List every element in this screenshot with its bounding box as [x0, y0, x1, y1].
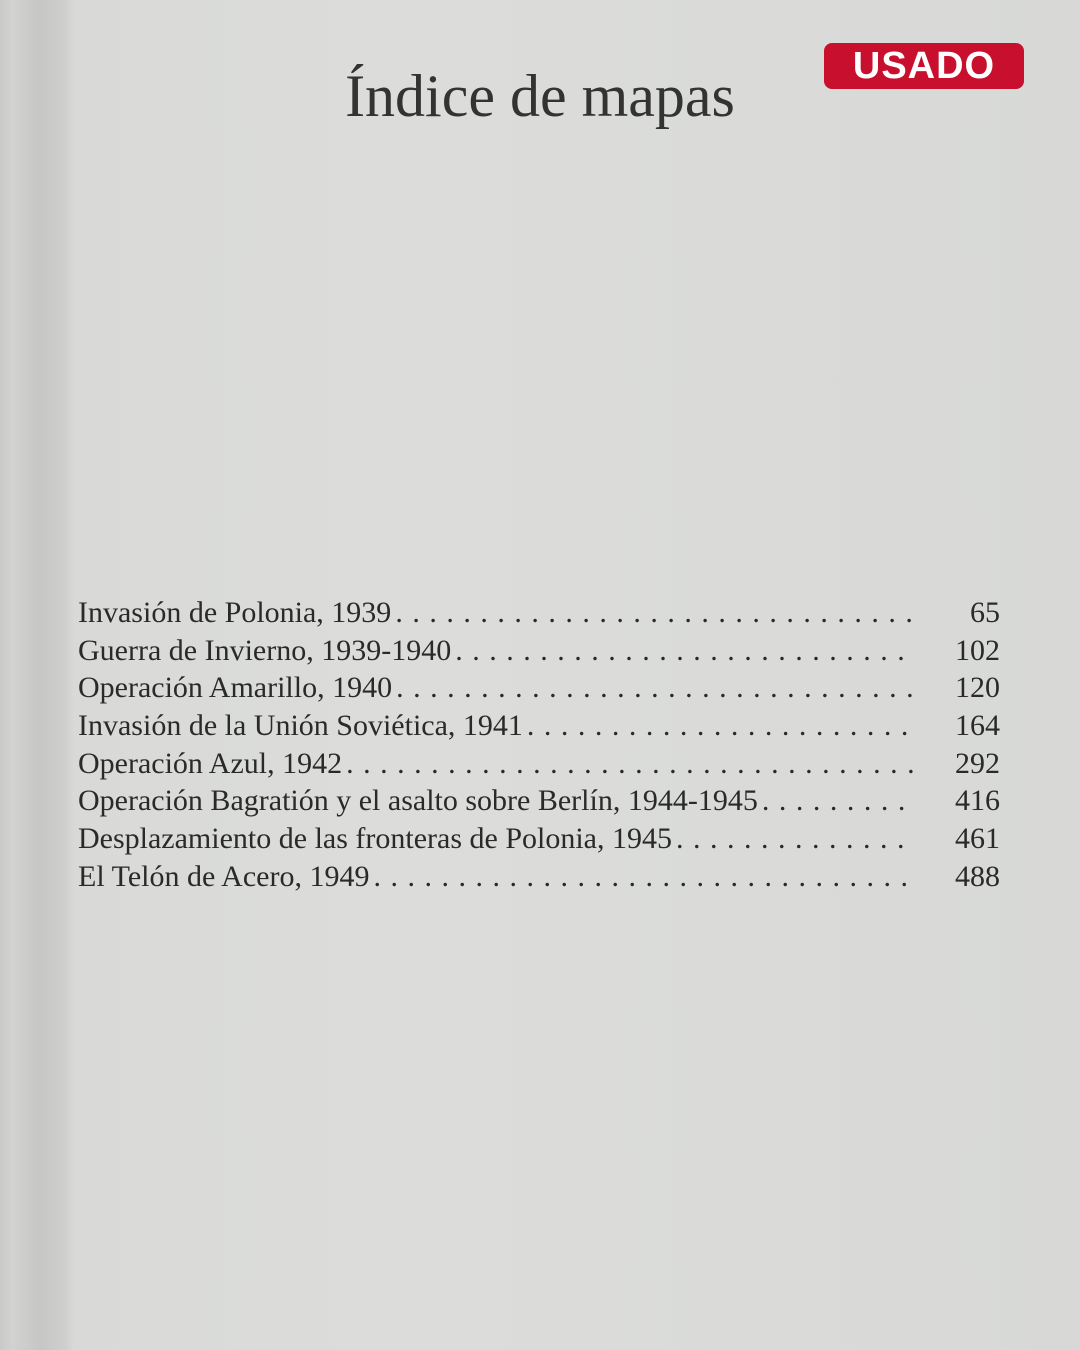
entry-page: 292 — [955, 746, 1000, 780]
entry-label: Invasión de la Unión Soviética, 1941 — [78, 709, 523, 743]
entry-page: 461 — [955, 822, 1000, 856]
leader-dots — [396, 671, 914, 705]
leader-dots — [346, 747, 914, 781]
entry-label: Guerra de Invierno, 1939-1940 — [78, 633, 452, 667]
page-title: Índice de mapas — [345, 63, 735, 129]
entry-page: 120 — [955, 671, 1000, 705]
entry-page: 488 — [955, 859, 1000, 893]
entry-label: Desplazamiento de las fronteras de Polonia, 1945 — [78, 822, 672, 856]
entry-page: 164 — [955, 709, 1000, 743]
entry-page: 416 — [955, 784, 1000, 818]
entry-page: 102 — [955, 633, 1000, 667]
leader-dots — [373, 860, 914, 894]
entry-label: El Telón de Acero, 1949 — [78, 859, 370, 893]
list-item — [78, 671, 1000, 709]
leader-dots — [395, 596, 914, 630]
entry-label: Operación Azul, 1942 — [78, 746, 343, 780]
list-item — [78, 860, 1000, 898]
list-item — [78, 822, 1000, 860]
list-item — [78, 709, 1000, 747]
used-badge: USADO — [824, 43, 1024, 89]
leader-dots — [455, 634, 914, 668]
entry-label: Operación Bagratión y el asalto sobre Berlín, 1944-1945 — [78, 784, 758, 818]
entry-label: Operación Amarillo, 1940 — [78, 671, 393, 705]
list-item — [78, 596, 1000, 634]
entry-page: 65 — [970, 596, 1000, 629]
list-item — [78, 747, 1000, 785]
leader-dots — [676, 822, 914, 856]
leader-dots — [762, 784, 914, 818]
list-item — [78, 784, 1000, 822]
list-item — [78, 634, 1000, 672]
leader-dots — [527, 709, 914, 743]
map-index-list — [78, 596, 1000, 898]
entry-label: Invasión de Polonia, 1939 — [78, 596, 392, 629]
